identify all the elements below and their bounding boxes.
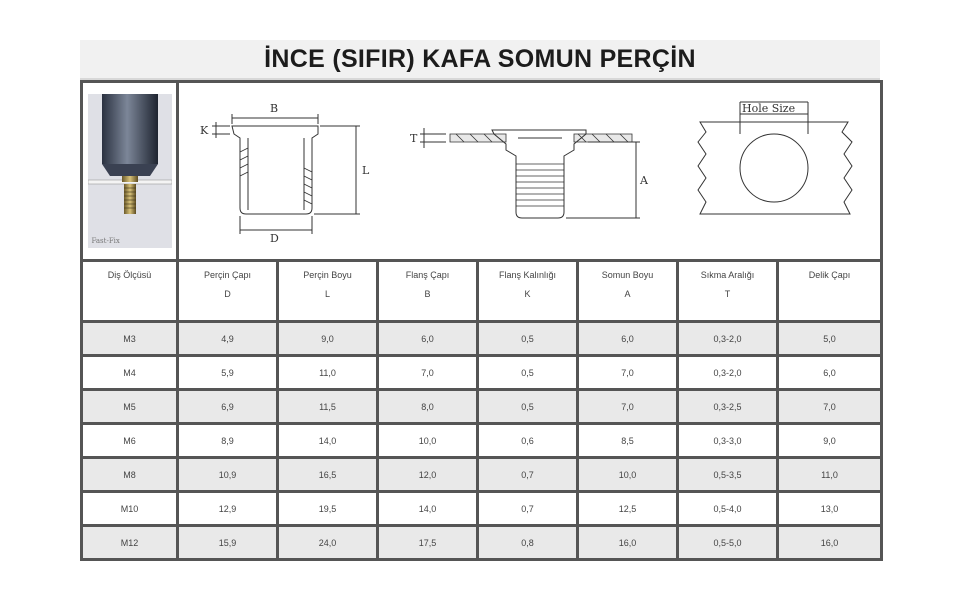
table-cell: 8,5: [578, 424, 678, 458]
header-cell: Somun Boyu A: [578, 261, 678, 322]
header-cell: Sıkma Aralığı T: [678, 261, 778, 322]
table-cell: 0,7: [478, 492, 578, 526]
table-cell: 0,5-4,0: [678, 492, 778, 526]
dim-label-d: D: [269, 232, 279, 245]
table-cell: M12: [82, 526, 178, 560]
header-cell: Perçin Çapı D: [178, 261, 278, 322]
dim-label-a: A: [639, 174, 648, 187]
header-row: [82, 261, 882, 322]
rivet-tool-photo: [88, 94, 172, 248]
table-row: [82, 356, 882, 390]
drawing-cell: [178, 82, 882, 261]
table-row: [82, 458, 882, 492]
dim-label-b: B: [269, 102, 278, 115]
image-row: [82, 82, 882, 261]
table-cell: M8: [82, 458, 178, 492]
dim-label-t: T: [409, 132, 417, 145]
table-cell: 5,0: [778, 322, 882, 356]
table-cell: 12,0: [378, 458, 478, 492]
table-cell: 16,0: [778, 526, 882, 560]
table-cell: 10,9: [178, 458, 278, 492]
table-cell: 19,5: [278, 492, 378, 526]
header-cell: Diş Ölçüsü: [82, 261, 178, 322]
technical-drawing: [188, 92, 872, 248]
table-cell: 0,5: [478, 390, 578, 424]
table-cell: 6,0: [578, 322, 678, 356]
page-title: İNCE (SIFIR) KAFA SOMUN PERÇİN: [264, 44, 696, 73]
dim-label-hole-size: Hole Size: [741, 102, 795, 115]
table-row: [82, 390, 882, 424]
table-cell: 14,0: [278, 424, 378, 458]
table-cell: 11,0: [778, 458, 882, 492]
table-cell: 11,0: [278, 356, 378, 390]
table-cell: 0,6: [478, 424, 578, 458]
table-cell: 15,9: [178, 526, 278, 560]
table-cell: 6,9: [178, 390, 278, 424]
table-cell: 8,9: [178, 424, 278, 458]
table-cell: 9,0: [278, 322, 378, 356]
table-row: [82, 424, 882, 458]
table-cell: 0,5-3,5: [678, 458, 778, 492]
table-cell: 0,5-5,0: [678, 526, 778, 560]
table-cell: 13,0: [778, 492, 882, 526]
table-cell: M4: [82, 356, 178, 390]
header-cell: Flanş Çapı B: [378, 261, 478, 322]
table-cell: 7,0: [578, 390, 678, 424]
table-row: [82, 492, 882, 526]
table-cell: 6,0: [378, 322, 478, 356]
table-cell: 4,9: [178, 322, 278, 356]
photo-cell: [82, 82, 178, 261]
table-cell: 16,5: [278, 458, 378, 492]
table-cell: 12,9: [178, 492, 278, 526]
table-cell: M3: [82, 322, 178, 356]
table-cell: 5,9: [178, 356, 278, 390]
dim-label-l: L: [361, 164, 369, 177]
table-cell: 11,5: [278, 390, 378, 424]
dim-label-k: K: [199, 124, 208, 137]
table-cell: 10,0: [378, 424, 478, 458]
table-row: [82, 322, 882, 356]
spec-sheet: [80, 40, 880, 561]
photo-label: Fast-Fix: [91, 237, 120, 245]
table-cell: 17,5: [378, 526, 478, 560]
table-cell: 0,3-2,0: [678, 322, 778, 356]
table-cell: 0,5: [478, 322, 578, 356]
table-cell: M10: [82, 492, 178, 526]
table-cell: 0,8: [478, 526, 578, 560]
header-cell: Perçin Boyu L: [278, 261, 378, 322]
header-cell: Flanş Kalınlığı K: [478, 261, 578, 322]
table-cell: 0,5: [478, 356, 578, 390]
table-cell: 0,3-3,0: [678, 424, 778, 458]
table-cell: 0,3-2,5: [678, 390, 778, 424]
table-cell: 7,0: [378, 356, 478, 390]
spec-table: [80, 80, 883, 561]
table-cell: 24,0: [278, 526, 378, 560]
table-cell: 7,0: [578, 356, 678, 390]
table-cell: 10,0: [578, 458, 678, 492]
table-cell: 12,5: [578, 492, 678, 526]
table-cell: M5: [82, 390, 178, 424]
table-cell: 14,0: [378, 492, 478, 526]
table-cell: 0,3-2,0: [678, 356, 778, 390]
title-bar: [80, 40, 880, 80]
table-cell: M6: [82, 424, 178, 458]
table-cell: 0,7: [478, 458, 578, 492]
table-cell: 9,0: [778, 424, 882, 458]
table-cell: 7,0: [778, 390, 882, 424]
table-cell: 16,0: [578, 526, 678, 560]
header-cell: Delik Çapı: [778, 261, 882, 322]
table-row: [82, 526, 882, 560]
table-cell: 6,0: [778, 356, 882, 390]
table-cell: 8,0: [378, 390, 478, 424]
